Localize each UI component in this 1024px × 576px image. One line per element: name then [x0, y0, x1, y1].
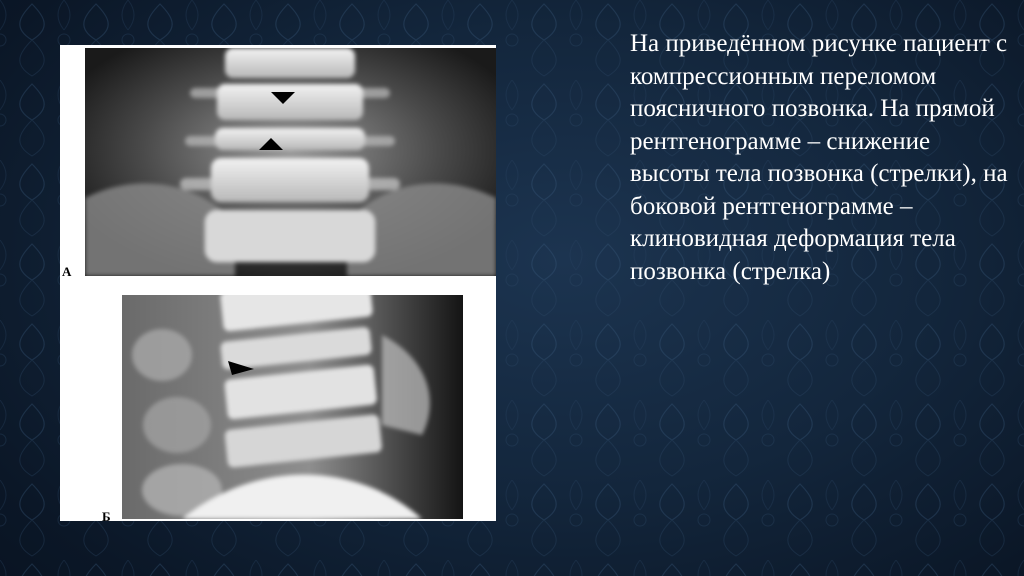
panel-a-label: А [62, 264, 72, 279]
frontal-xray-image [85, 48, 496, 276]
slide-caption: На приведённом рисунке пациент с компрессионным переломом поясничного позвонка. На прямой рентгенограмме – снижение высоты тела позвонка (стрелки), на боковой рентгенограмме – клиновидная деформация тела позвонка (стрелка) [630, 30, 1008, 285]
lateral-xray-image [122, 295, 463, 519]
xray-figure [60, 45, 496, 524]
panel-b-label: Б [102, 509, 111, 524]
